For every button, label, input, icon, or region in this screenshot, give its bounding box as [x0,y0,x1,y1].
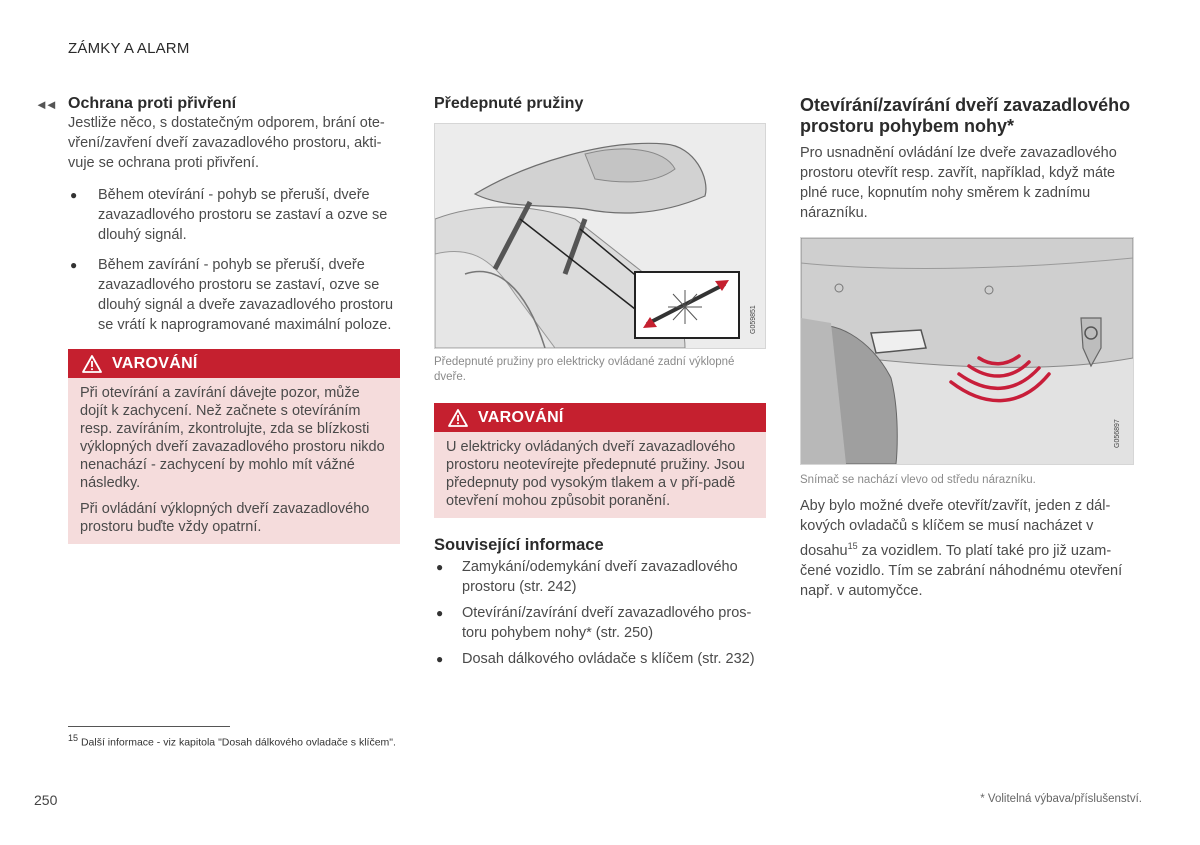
warning-box [68,349,400,544]
section-title: Otevírání/zavírání dveří zavazadlového prostoru pohybem nohy* [800,95,1131,136]
warning-header [68,349,400,378]
warning-body [434,432,766,518]
bullet-icon: ● [436,652,444,666]
warning-box [434,403,766,518]
page-number: 250 [34,792,58,808]
rear-bumper-sensor-illustration [800,237,1134,465]
list-item: ● Během zavírání - pohyb se přeruší, dveře zavazadlového prostoru se zastaví, ozve se dlouhý signál a dveře zavazadlového prostoru se vrátí k naprogramované maximální poloze. [70,257,394,333]
footnote-ref[interactable]: 15 [847,541,858,551]
warning-header [434,403,766,432]
warning-body [68,378,400,544]
tailgate-spring-illustration [434,123,766,349]
figure-code: G056897 [1114,419,1121,448]
list-item: ● Během otevírání - pohyb se přeruší, dveře zavazadlového prostoru se zastaví a ozve se dlouhý signál. [70,187,388,243]
optional-equipment-note: * Volitelná výbava/příslušenství. [980,793,1142,805]
chapter-title: ZÁMKY A ALARM [68,40,190,57]
bullet-icon: ● [70,258,78,272]
warning-title: VAROVÁNÍ [112,354,198,372]
bullet-icon: ● [70,188,78,202]
column-foot-movement [800,95,1134,601]
continued-arrow-icon: ◄◄ [35,97,55,112]
footnote-text: Další informace - viz kapitola "Dosah dálkového ovladače s klíčem". [80,736,396,749]
bullet-list [68,185,400,335]
warning-triangle-icon [82,355,102,373]
footnote-divider [68,726,230,727]
related-title: Související informace [434,536,604,554]
related-link[interactable]: ● Dosah dálkového ovládače s klíčem (str. 232) [436,651,755,667]
bullet-icon: ● [436,560,444,574]
intro-paragraph: Jestliže něco, s dostatečným odporem, brání ote-vření/zavření dveří zavazadlového prostoru, akti-vuje se ochrana proti přivření. [68,115,385,171]
footnote [68,733,396,749]
intro-paragraph: Pro usnadnění ovládání lze dveře zavazadlového prostoru otevřít resp. zavřít, například, když máte plné ruce, kopnutím nohy směrem k zadnímu nárazníku. [800,145,1117,221]
figure-caption: Předepnuté pružiny pro elektricky ovládané zadní výklopné dveře. [434,356,735,383]
figure-caption: Snímač se nachází vlevo od středu nárazníku. [800,474,1036,486]
column-anti-pinch [68,95,400,544]
body-paragraph: Aby bylo možné dveře otevřít/zavřít, jeden z dál-kových ovladačů s klíčem se musí nacházet v dosahu$^{15}$ za vozidlem. To platí také pro již uzam-čené vozidlo. Tím se zabrání náhodnému otevření např. v automyčce. [800,498,1123,599]
column-springs [434,95,766,675]
section-heading: Ochrana proti přivření [68,95,237,112]
related-info [434,536,766,669]
related-link[interactable]: ● Zamykání/odemykání dveří zavazadlového prostoru (str. 242) [436,559,738,595]
section-heading: Předepnuté pružiny [434,95,584,112]
related-link[interactable]: ● Otevírání/zavírání dveří zavazadlového pros-toru pohybem nohy* (str. 250) [436,605,752,641]
warning-text: Při ovládání výklopných dveří zavazadlového prostoru buďte vždy opatrní. [80,501,370,535]
footnote-number: 15 [68,733,79,743]
warning-title: VAROVÁNÍ [478,408,564,426]
warning-text: U elektricky ovládaných dveří zavazadlového prostoru neotevírejte předepnuté pružiny. Jsou předepnuty pod vysokým tlakem a v pří-padě otevření mohou způsobit poranění. [446,439,745,509]
figure-code: G059851 [750,305,757,334]
warning-triangle-icon [448,409,468,427]
bullet-icon: ● [436,606,444,620]
warning-text: Při otevírání a zavírání dávejte pozor, může dojít k zachycení. Než začnete s otevíráním resp. zavíráním, zkontrolujte, zda se blízkosti výklopných dveří zavazadlového prostoru nikdo nenachází - zachycení by mohlo mít vážné následky. [80,385,385,491]
related-list [434,557,766,669]
